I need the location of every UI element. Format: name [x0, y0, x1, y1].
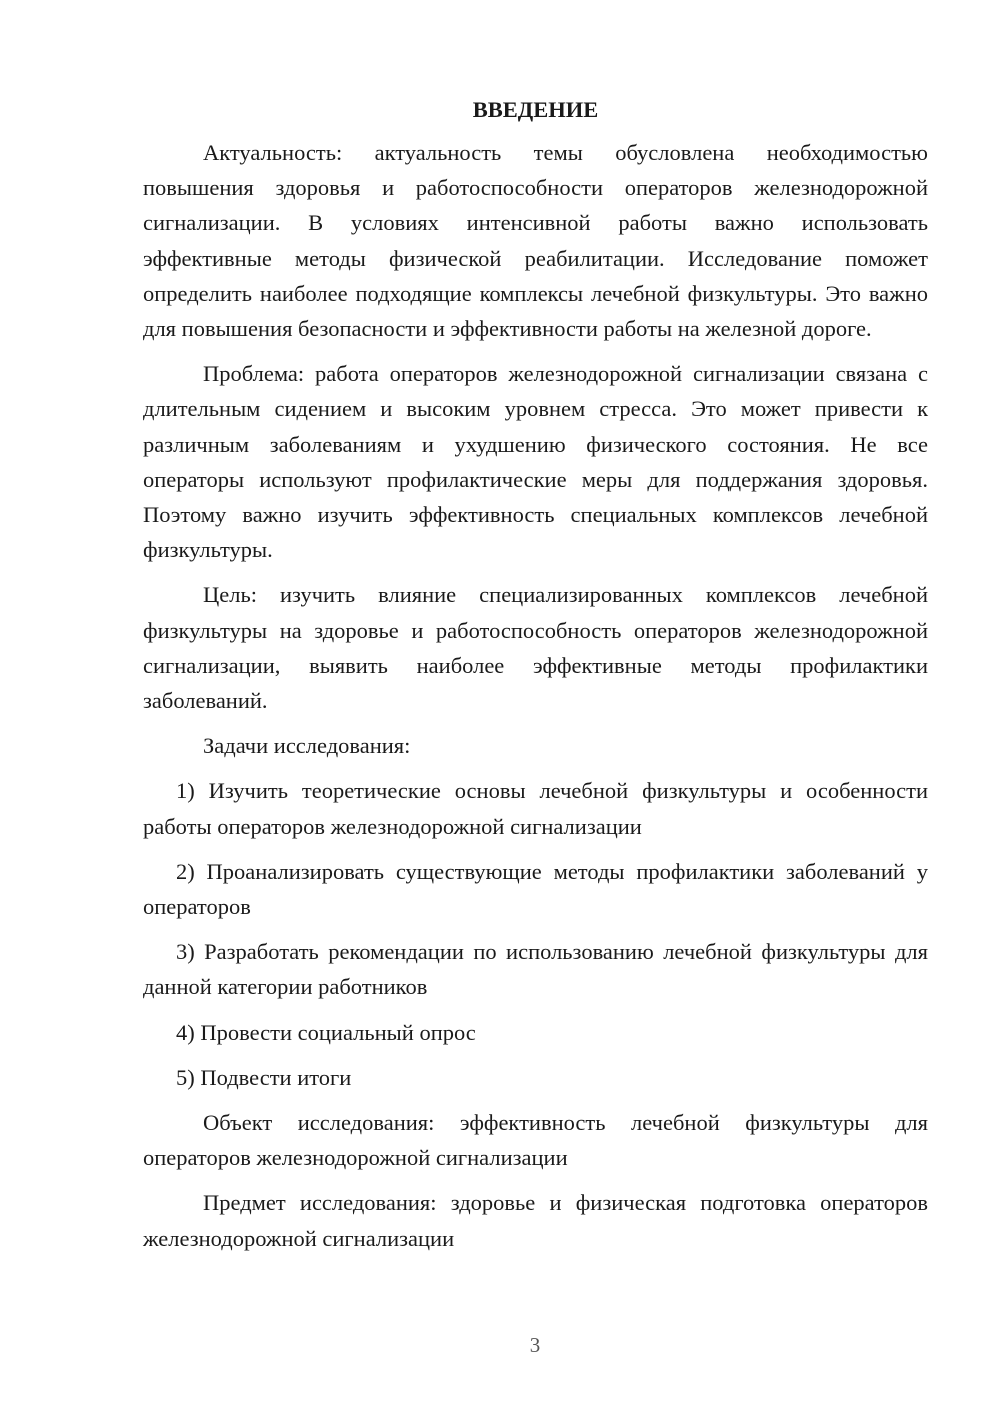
task-item-1: 1) Изучить теоретические основы лечебной физкультуры и особенности работы операторов железнодорожной сигнализации: [143, 778, 928, 839]
goal-paragraph: Цель: изучить влияние специализированных комплексов лечебной физкультуры на здоровье и работоспособность операторов железнодорожной сигнализации, выявить наиболее эффективные методы профилактики заболеваний.: [143, 582, 928, 714]
task-item-4: 4) Провести социальный опрос: [176, 1019, 476, 1045]
page-number: 3: [529, 1333, 541, 1357]
problem-paragraph: Проблема: работа операторов железнодорожной сигнализации связана с длительным сидением и высоким уровнем стресса. Это может привести к различным заболеваниям и ухудшению физического состояния. Не все операторы используют профилактические меры для поддержания здоровья. Поэтому важно изучить эффективность специальных комплексов лечебной физкультуры.: [143, 361, 928, 563]
task-item-2: 2) Проанализировать существующие методы профилактики заболеваний у операторов: [143, 858, 928, 920]
task-item-5: 5) Подвести итоги: [176, 1064, 352, 1090]
page-content: [143, 92, 928, 1266]
subject-paragraph: Предмет исследования: здоровье и физическая подготовка операторов железнодорожной сигнализации: [143, 1190, 928, 1251]
page-title: ВВЕДЕНИЕ: [472, 97, 599, 122]
tasks-heading: Задачи исследования:: [203, 733, 411, 759]
object-paragraph: Объект исследования: эффективность лечебной физкультуры для операторов железнодорожной сигнализации: [143, 1110, 928, 1171]
relevance-paragraph: Актуальность: актуальность темы обусловлена необходимостью повышения здоровья и работоспособности операторов железнодорожной сигнализации. В условиях интенсивной работы важно использовать эффективные методы физической реабилитации. Исследование поможет определить наиболее подходящие комплексы лечебной физкультуры. Это важно для повышения безопасности и эффективности работы на железной дороге.: [143, 140, 928, 342]
task-item-3: 3) Разработать рекомендации по использованию лечебной физкультуры для данной категории работников: [143, 939, 928, 1000]
